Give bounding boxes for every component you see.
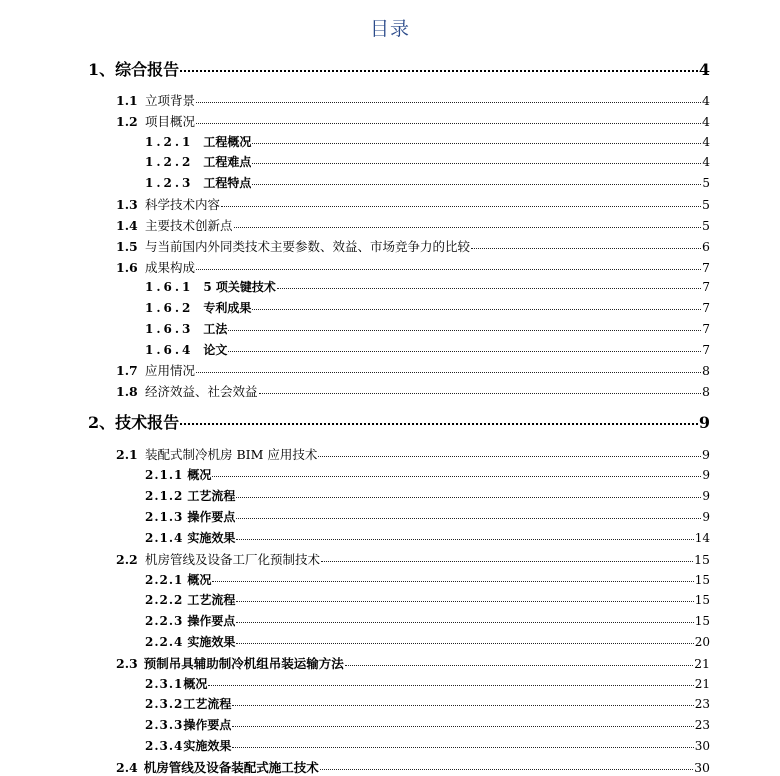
toc-dot-leader	[252, 163, 701, 164]
toc-entry[interactable]	[145, 133, 710, 150]
toc-entry-page: 8	[702, 363, 710, 378]
toc-entry[interactable]	[145, 320, 710, 337]
toc-entry-page: 5	[702, 218, 710, 233]
toc-entry-label	[145, 591, 235, 608]
toc-dot-leader	[345, 665, 693, 666]
toc-entry-number: 1.4	[116, 218, 138, 233]
toc-entry-page: 30	[694, 739, 710, 753]
toc-entry-page: 14	[694, 531, 710, 545]
toc-entry-number: 2.3	[116, 656, 138, 671]
toc-entry-page: 21	[694, 677, 710, 691]
toc-dot-leader	[232, 747, 693, 748]
toc-entry-number: 1.6	[116, 260, 138, 275]
toc-entry-number: 2.1	[116, 447, 138, 462]
toc-entry[interactable]	[145, 695, 710, 712]
toc-entry-page: 9	[698, 413, 710, 432]
toc-entry-text: 工程难点	[203, 155, 252, 169]
toc-entry[interactable]	[88, 410, 710, 433]
toc-entry[interactable]	[145, 174, 710, 191]
toc-entry-label	[116, 361, 195, 379]
toc-entry-number: 1.1	[116, 93, 138, 108]
toc-dot-leader	[212, 476, 701, 477]
toc-entry-page: 15	[694, 593, 710, 607]
toc-entry-page: 4	[698, 60, 710, 79]
toc-entry-text: 主要技术创新点	[145, 218, 233, 233]
toc-entry-page: 8	[702, 384, 710, 399]
toc-entry-text: 工艺流程	[183, 697, 232, 711]
toc-entry-text: 工艺流程	[187, 489, 236, 503]
toc-entry-text: 预制吊具辅助制冷机组吊装运输方法	[143, 656, 344, 671]
toc-entry[interactable]	[145, 466, 710, 483]
toc-dot-leader	[228, 351, 701, 352]
toc-entry-text: 实施效果	[187, 531, 236, 545]
toc-entry-label	[116, 237, 470, 255]
toc-entry-number: 2.2.2	[145, 593, 184, 607]
toc-entry-label	[145, 508, 235, 525]
toc-entry-text: 综合报告	[115, 60, 180, 79]
toc-dot-leader	[471, 248, 701, 249]
toc-entry-label	[116, 758, 319, 776]
toc-entry-number: 2.1.1	[145, 468, 184, 482]
toc-entry-number: 2.3.1	[145, 677, 184, 691]
toc-entry-text: 概况	[187, 468, 212, 482]
toc-entry-text: 概况	[183, 677, 208, 691]
toc-dot-leader	[196, 102, 701, 103]
toc-entry-number: 2.3.4	[145, 739, 184, 753]
toc-dot-leader	[196, 372, 701, 373]
toc-entry-page: 23	[694, 697, 710, 711]
toc-entry-number: 2.3.3	[145, 718, 184, 732]
toc-entry-number: 2.2.4	[145, 635, 184, 649]
toc-entry-number: 1、	[88, 60, 116, 79]
toc-entry-number: 2.4	[116, 760, 138, 775]
toc-entry-label	[116, 654, 344, 672]
toc-entry[interactable]	[145, 716, 710, 733]
toc-entry-text: 操作要点	[187, 614, 236, 628]
toc-entry-page: 5	[702, 176, 710, 190]
toc-entry-number: 1.7	[116, 363, 138, 378]
toc-entry[interactable]	[116, 445, 710, 463]
toc-dot-leader	[180, 70, 698, 72]
toc-entry-number: 1.6.4	[145, 343, 194, 357]
toc-entry-text: 项目概况	[145, 114, 196, 129]
toc-entry-text: 工艺流程	[187, 593, 236, 607]
toc-entry-text: 技术报告	[115, 413, 180, 432]
toc-dot-leader	[277, 288, 701, 289]
toc-entry-label	[145, 529, 235, 546]
toc-entry-label	[116, 445, 317, 463]
toc-entry-number: 1.2.3	[145, 176, 194, 190]
toc-entry-number: 1.2	[116, 114, 138, 129]
toc-entry-label	[145, 320, 227, 337]
toc-entry-page: 7	[702, 322, 710, 336]
toc-entry[interactable]	[116, 361, 710, 379]
toc-entry-label	[116, 91, 195, 109]
toc-entry-label	[116, 550, 320, 568]
toc-entry-page: 23	[694, 718, 710, 732]
toc-entry-text: 成果构成	[145, 260, 196, 275]
toc-entry[interactable]	[145, 633, 710, 650]
toc-entry[interactable]	[116, 91, 710, 109]
toc-entry-label	[145, 571, 211, 588]
toc-entry-label	[88, 57, 179, 80]
toc-entry-text: 机房管线及设备工厂化预制技术	[145, 552, 321, 567]
page-title: 目录	[369, 18, 410, 40]
toc-entry-page: 9	[702, 489, 710, 503]
toc-entry-text: 应用情况	[145, 363, 196, 378]
toc-entry-label	[145, 633, 235, 650]
toc-entry-label	[145, 341, 227, 358]
toc-entry-page: 15	[694, 552, 710, 567]
toc-entry-page: 9	[702, 468, 710, 482]
toc-entry-label	[145, 487, 235, 504]
toc-entry-page: 7	[702, 343, 710, 357]
toc-entry-text: 经济效益、社会效益	[145, 384, 258, 399]
toc-entry-page: 15	[694, 573, 710, 587]
toc-entry[interactable]	[116, 758, 710, 776]
toc-entry-number: 2.2.3	[145, 614, 184, 628]
toc-entry-number: 1.2.2	[145, 155, 194, 169]
toc-dot-leader	[234, 227, 702, 228]
toc-entry-text: 论文	[203, 343, 228, 357]
toc-dot-leader	[221, 206, 701, 207]
toc-dot-leader	[252, 184, 701, 185]
toc-entry-page: 9	[702, 510, 710, 524]
toc-entry[interactable]	[145, 341, 710, 358]
toc-entry-text: 装配式制冷机房 BIM 应用技术	[145, 447, 318, 462]
toc-entry[interactable]	[145, 153, 710, 170]
toc-entry-label	[116, 195, 220, 213]
toc-entry-label	[145, 466, 211, 483]
toc-entry-number: 2.3.2	[145, 697, 184, 711]
toc-entry-text: 操作要点	[187, 510, 236, 524]
toc-entry[interactable]	[145, 675, 710, 692]
toc-entry-page: 7	[702, 260, 710, 275]
toc-entry-number: 1.3	[116, 197, 138, 212]
toc-entry[interactable]	[116, 654, 710, 672]
toc-entry-label	[116, 382, 258, 400]
toc-dot-leader	[236, 643, 693, 644]
toc-entry[interactable]	[116, 237, 710, 255]
toc-entry-label	[145, 737, 231, 754]
toc-entry-page: 7	[702, 280, 710, 294]
toc-dot-leader	[236, 539, 693, 540]
toc-entry[interactable]	[145, 571, 710, 588]
toc-entry-page: 5	[702, 197, 710, 212]
toc-entry-text: 实施效果	[187, 635, 236, 649]
toc-dot-leader	[232, 705, 693, 706]
toc-dot-leader	[259, 393, 702, 394]
toc-entry-page: 20	[694, 635, 710, 649]
toc-entry[interactable]	[145, 591, 710, 608]
toc-entry-number: 2.1.4	[145, 531, 184, 545]
toc-entry[interactable]	[145, 299, 710, 316]
toc-entry[interactable]	[145, 612, 710, 629]
toc-entry-label	[145, 612, 235, 629]
toc-entry-page: 21	[694, 656, 710, 671]
toc-entry-label	[145, 695, 231, 712]
toc-dot-leader	[236, 601, 693, 602]
toc-dot-leader	[228, 330, 701, 331]
toc-entry-page: 4	[702, 93, 710, 108]
toc-entry-number: 1.2.1	[145, 135, 194, 149]
toc-entry-label	[88, 410, 179, 433]
toc-entry-label	[145, 278, 276, 295]
toc-entry[interactable]	[116, 550, 710, 568]
toc-entry-text: 工程概况	[203, 135, 252, 149]
toc-entry-page: 9	[702, 447, 710, 462]
toc-dot-leader	[232, 726, 693, 727]
toc-entry-page: 7	[702, 301, 710, 315]
toc-entry-number: 1.6.1	[145, 280, 194, 294]
toc-entry[interactable]	[116, 258, 710, 276]
toc-entry-label	[116, 216, 233, 234]
toc-entry-label	[145, 153, 251, 170]
toc-entry-page: 4	[702, 135, 710, 149]
toc-entry[interactable]	[145, 508, 710, 525]
toc-entry-label	[145, 174, 251, 191]
toc-dot-leader	[252, 143, 701, 144]
toc-entry-text: 5 项关键技术	[203, 280, 276, 294]
toc-entry-text: 与当前国内外同类技术主要参数、效益、市场竞争力的比较	[145, 239, 471, 254]
toc-dot-leader	[320, 769, 693, 770]
toc-dot-leader	[252, 309, 701, 310]
toc-entry[interactable]	[145, 278, 710, 295]
toc-dot-leader	[318, 456, 701, 457]
toc-dot-leader	[236, 518, 701, 519]
toc-entry-page: 30	[694, 760, 710, 775]
toc-entry-number: 1.8	[116, 384, 138, 399]
toc-entry-number: 1.6.3	[145, 322, 194, 336]
toc-entry-label	[145, 675, 207, 692]
toc-dot-leader	[208, 685, 693, 686]
toc-entry-text: 实施效果	[183, 739, 232, 753]
toc-entry-text: 立项背景	[145, 93, 196, 108]
toc-entry-page: 6	[702, 239, 710, 254]
toc-entry-number: 1.5	[116, 239, 138, 254]
toc-entry-page: 15	[694, 614, 710, 628]
toc-entry-label	[116, 112, 195, 130]
toc-entry-number: 2.1.3	[145, 510, 184, 524]
toc-entry-text: 工法	[203, 322, 228, 336]
toc-entry-number: 2.2.1	[145, 573, 184, 587]
toc-dot-leader	[196, 123, 701, 124]
toc-dot-leader	[236, 622, 693, 623]
toc-entry[interactable]	[88, 57, 710, 80]
toc-entry-label	[145, 133, 251, 150]
toc-entry[interactable]	[116, 216, 710, 234]
toc-entry-page: 4	[702, 155, 710, 169]
toc-entry-label	[145, 716, 231, 733]
toc-dot-leader	[180, 423, 698, 425]
toc-entry-text: 操作要点	[183, 718, 232, 732]
toc-entry-text: 概况	[187, 573, 212, 587]
toc-entry-number: 1.6.2	[145, 301, 194, 315]
toc-dot-leader	[212, 581, 693, 582]
toc-entry[interactable]	[116, 195, 710, 213]
toc-dot-leader	[321, 561, 693, 562]
toc-entry-number: 2.1.2	[145, 489, 184, 503]
toc-entry[interactable]	[116, 112, 710, 130]
toc-dot-leader	[196, 269, 701, 270]
toc-entry[interactable]	[145, 737, 710, 754]
toc-entry-label	[116, 258, 195, 276]
toc-entry-label	[145, 299, 251, 316]
toc-entry-number: 2、	[88, 413, 116, 432]
toc-entry-text: 专利成果	[203, 301, 252, 315]
toc-entry[interactable]	[145, 529, 710, 546]
toc-entry-text: 机房管线及设备装配式施工技术	[143, 760, 319, 775]
toc-entry[interactable]	[116, 382, 710, 400]
toc-entry-text: 工程特点	[203, 176, 252, 190]
toc-entry-text: 科学技术内容	[145, 197, 221, 212]
toc-dot-leader	[236, 497, 701, 498]
toc-entry-number: 2.2	[116, 552, 138, 567]
toc-entry-page: 4	[702, 114, 710, 129]
toc-entry[interactable]	[145, 487, 710, 504]
